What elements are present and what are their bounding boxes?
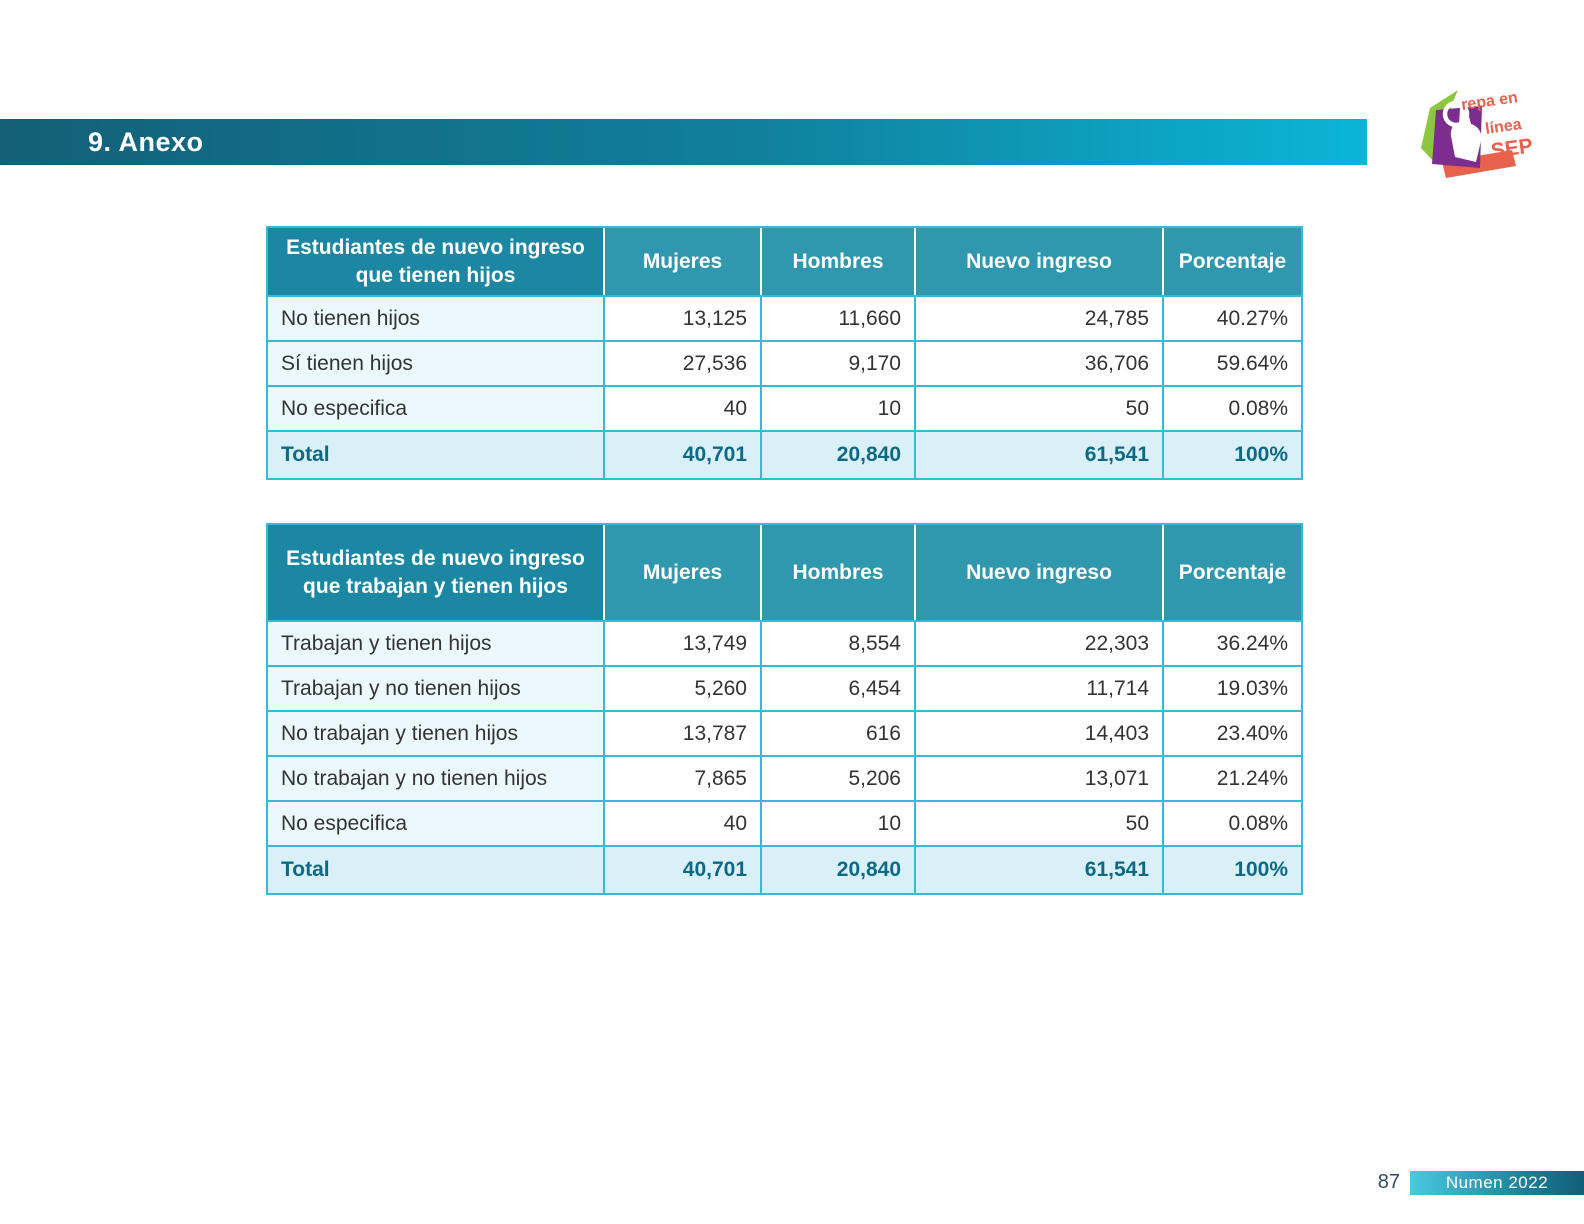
cell-value: 21.24% (1163, 756, 1302, 801)
cell-value: 22,303 (915, 621, 1163, 666)
prepa-en-linea-sep-logo (1400, 82, 1550, 184)
logo-text-top: repa en (1460, 89, 1519, 114)
cell-value: 616 (761, 711, 915, 756)
column-header: Hombres (761, 227, 915, 296)
data-table-2 (266, 523, 1303, 895)
cell-value: 5,206 (761, 756, 915, 801)
table-header-row (267, 227, 1302, 296)
cell-value: 0.08% (1163, 801, 1302, 846)
total-label: Total (267, 431, 604, 479)
page-number: 87 (1377, 1171, 1400, 1193)
cell-value: 36.24% (1163, 621, 1302, 666)
cell-value: 36,706 (915, 341, 1163, 386)
total-value: 61,541 (915, 431, 1163, 479)
cell-value: 59.64% (1163, 341, 1302, 386)
cell-value: 10 (761, 386, 915, 431)
cell-value: 24,785 (915, 296, 1163, 341)
row-label: Sí tienen hijos (267, 341, 604, 386)
cell-value: 7,865 (604, 756, 761, 801)
total-row (267, 846, 1302, 894)
table-students-with-children (266, 226, 1303, 480)
footer-brand-label: Numen 2022 (1445, 1173, 1549, 1192)
row-label: No tienen hijos (267, 296, 604, 341)
table-students-work-and-children (266, 523, 1303, 895)
total-value: 61,541 (915, 846, 1163, 894)
total-value: 100% (1163, 846, 1302, 894)
table-row (267, 341, 1302, 386)
row-label: No especifica (267, 386, 604, 431)
column-header: Nuevo ingreso (915, 524, 1163, 621)
logo-text-bottom: SEP (1489, 134, 1535, 163)
table-title-cell: Estudiantes de nuevo ingreso que tienen hijos (267, 227, 604, 296)
total-value: 40,701 (604, 846, 761, 894)
total-value: 40,701 (604, 431, 761, 479)
cell-value: 23.40% (1163, 711, 1302, 756)
cell-value: 40.27% (1163, 296, 1302, 341)
logo-graphic (1400, 82, 1550, 184)
total-label: Total (267, 846, 604, 894)
cell-value: 13,125 (604, 296, 761, 341)
total-value: 100% (1163, 431, 1302, 479)
cell-value: 13,071 (915, 756, 1163, 801)
footer-brand-bar (1410, 1171, 1584, 1195)
column-header: Hombres (761, 524, 915, 621)
cell-value: 50 (915, 801, 1163, 846)
cell-value: 8,554 (761, 621, 915, 666)
column-header: Porcentaje (1163, 227, 1302, 296)
cell-value: 11,714 (915, 666, 1163, 711)
section-header-bar (0, 119, 1367, 165)
total-row (267, 431, 1302, 479)
cell-value: 27,536 (604, 341, 761, 386)
column-header: Mujeres (604, 227, 761, 296)
cell-value: 40 (604, 386, 761, 431)
column-header: Mujeres (604, 524, 761, 621)
cell-value: 50 (915, 386, 1163, 431)
table-row (267, 386, 1302, 431)
cell-value: 9,170 (761, 341, 915, 386)
cell-value: 40 (604, 801, 761, 846)
table-row (267, 801, 1302, 846)
column-header: Porcentaje (1163, 524, 1302, 621)
row-label: No trabajan y tienen hijos (267, 711, 604, 756)
cell-value: 14,403 (915, 711, 1163, 756)
cell-value: 5,260 (604, 666, 761, 711)
cell-value: 6,454 (761, 666, 915, 711)
cell-value: 13,749 (604, 621, 761, 666)
table-header-row (267, 524, 1302, 621)
table-row (267, 756, 1302, 801)
row-label: Trabajan y tienen hijos (267, 621, 604, 666)
cell-value: 10 (761, 801, 915, 846)
table-title-cell: Estudiantes de nuevo ingreso que trabajan y tienen hijos (267, 524, 604, 621)
logo-text-mid: línea (1484, 116, 1523, 138)
data-table-1 (266, 226, 1303, 480)
table-row (267, 296, 1302, 341)
table-row (267, 711, 1302, 756)
total-value: 20,840 (761, 846, 915, 894)
cell-value: 19.03% (1163, 666, 1302, 711)
table-row (267, 666, 1302, 711)
total-value: 20,840 (761, 431, 915, 479)
section-title: 9. Anexo (88, 126, 204, 157)
column-header: Nuevo ingreso (915, 227, 1163, 296)
row-label: Trabajan y no tienen hijos (267, 666, 604, 711)
row-label: No trabajan y no tienen hijos (267, 756, 604, 801)
row-label: No especifica (267, 801, 604, 846)
cell-value: 11,660 (761, 296, 915, 341)
table-row (267, 621, 1302, 666)
cell-value: 13,787 (604, 711, 761, 756)
cell-value: 0.08% (1163, 386, 1302, 431)
